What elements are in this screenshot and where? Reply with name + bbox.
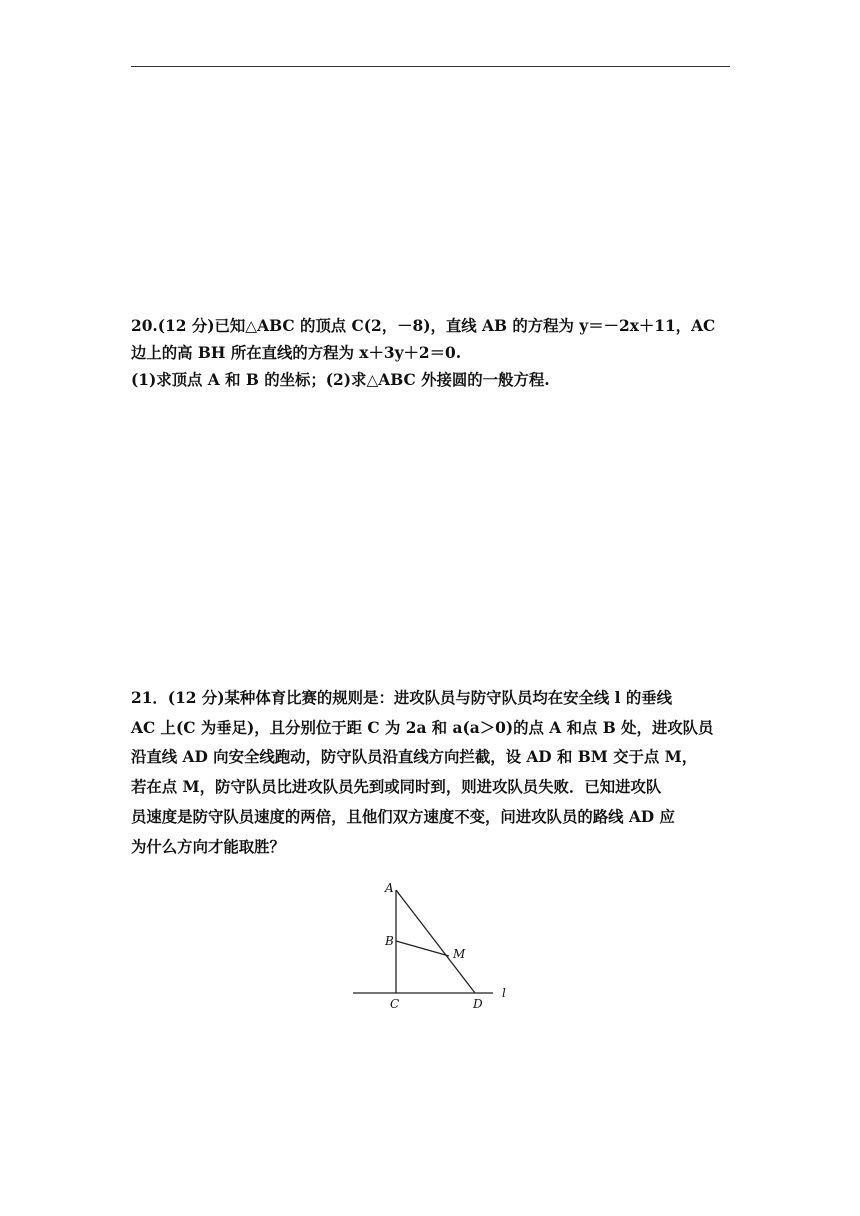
q21-line-6: 为什么方向才能取胜？ (131, 837, 285, 856)
label-M: M (453, 947, 466, 961)
q20-line-1: 20.(12 分)已知△ABC 的顶点 C(2，－8)，直线 AB 的方程为 y＝－2x＋11，AC (131, 317, 716, 335)
header-rule (131, 66, 730, 67)
question-20 (131, 313, 731, 394)
q21-line-5: 员速度是防守队员速度的两倍，且他们双方速度不变，问进攻队员的路线 AD 应 (131, 807, 675, 826)
q20-line-3: (1)求顶点 A 和 B 的坐标；(2)求△ABC 外接圆的一般方程. (131, 371, 550, 389)
label-D: D (473, 997, 483, 1011)
label-B: B (385, 934, 394, 948)
geometry-figure (345, 876, 515, 1016)
segment-AD (396, 890, 475, 993)
label-C: C (390, 997, 400, 1011)
q21-line-4: 若在点 M，防守队员比进攻队员先到或同时到，则进攻队员失败．已知进攻队 (131, 778, 662, 797)
q21-line-3: 沿直线 AD 向安全线跑动，防守队员沿直线方向拦截，设 AD 和 BM 交于点 M， (131, 748, 698, 767)
q21-line-2: AC 上(C 为垂足)，且分别位于距 C 为 2a 和 a(a＞0)的点 A 和点 B 处，进攻队员 (131, 718, 714, 737)
q21-line-1: 21．(12 分)某种体育比赛的规则是：进攻队员与防守队员均在安全线 l 的垂线 (131, 689, 673, 707)
q20-line-2: 边上的高 BH 所在直线的方程为 x＋3y＋2＝0. (131, 344, 462, 362)
label-l: l (502, 986, 506, 1000)
label-A: A (385, 881, 394, 895)
question-21 (131, 684, 731, 862)
